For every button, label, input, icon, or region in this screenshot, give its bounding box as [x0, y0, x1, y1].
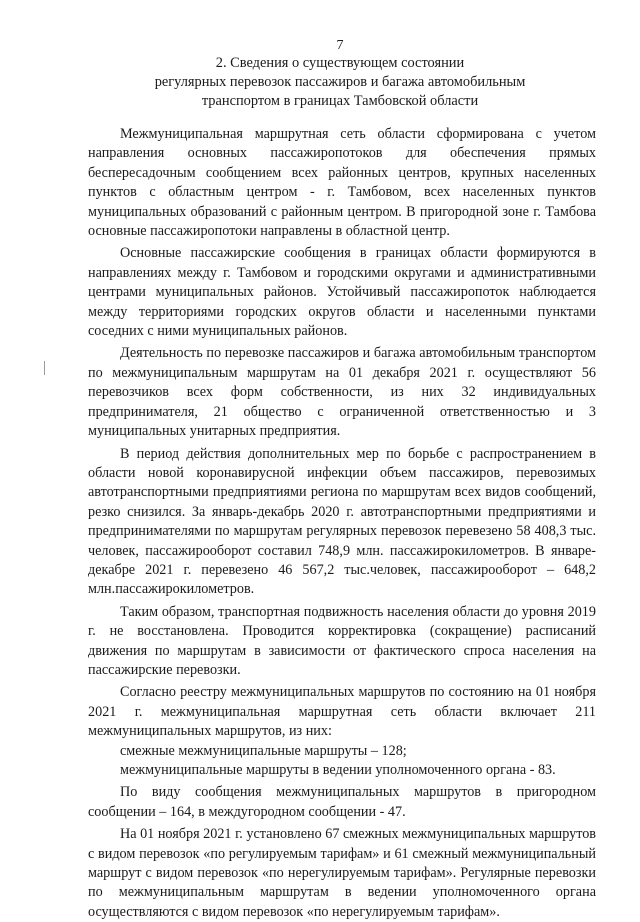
paragraph-carriers: Деятельность по перевозке пассажиров и багажа автомобильным транспортом по межмуниципальным маршрутам на 01 декабря 2021 г. осуществляют 56 перевозчиков всех форм собственности, из них 32 индивидуальных предпринимателя, 21 общество с ограниченной ответственностью и 3 муниципальных унитарных предприятия. [88, 345, 596, 440]
heading-line-2: регулярных перевозок пассажиров и багажа автомобильным [154, 74, 526, 90]
paragraph-mobility: Таким образом, транспортная подвижность населения области до уровня 2019 г. не восстановлена. Проводится корректировка (сокращение) расписаний движения по маршрутам в зависимости от фактического спроса населения на пассажирские перевозки. [88, 603, 596, 678]
paragraph-main-connections: Основные пассажирские сообщения в границах области формируются в направлениях между г. Тамбовом и городскими округами и административными центрами муниципальных районов. Устойчивый пассажиропоток наблюдается между территориями городских округов области и населенными пунктами соседних с ними муниципальных районов. [88, 245, 596, 340]
margin-mark [44, 361, 45, 375]
page-number: 7 [336, 38, 344, 53]
paragraph-covid-period: В период действия дополнительных мер по борьбе с распространением в области новой коронавирусной инфекции объем пассажиров, перевозимых автотранспортными предприятиями региона по маршрутам всех видов сообщений, резко снизился. За январь-декабрь 2020 г. автотранспортными предприятиями и предпринимателями по маршрутам регулярных перевозок перевезено 58 408,3 тыс. человек, пассажирооборот составил 748,9 млн. пассажирокилометров. В январе-декабре 2021 г. перевезено 46 567,2 тыс.человек, пассажирооборот – 648,2 млн.пассажирокилометров. [88, 445, 596, 598]
list-item-authority-routes: межмуниципальные маршруты в ведении уполномоченного органа - 83. [120, 762, 556, 778]
section-heading [120, 54, 560, 111]
heading-line-1: 2. Сведения о существующем состоянии [215, 55, 465, 71]
paragraph-tariffs: На 01 ноября 2021 г. установлено 67 смежных межмуниципальных маршрутов с видом перевозок «по регулируемым тарифам» и 61 смежный межмуниципальный маршрут с видом перевозок «по нерегулируемым тарифам». Регулярные перевозки по межмуниципальным маршрутам в ведении уполномоченного органа осуществляются с видом перевозок «по нерегулируемым тарифам». [88, 826, 596, 920]
paragraph-registry: Согласно реестру межмуниципальных маршрутов по состоянию на 01 ноября 2021 г. межмуниципальная маршрутная сеть области включает 211 межмуниципальных маршрутов, из них: [88, 684, 596, 740]
list-item-adjacent-routes: смежные межмуниципальные маршруты – 128; [120, 742, 407, 759]
heading-line-3: транспортом в границах Тамбовской области [201, 93, 479, 109]
body-text [88, 125, 596, 922]
paragraph-network: Межмуниципальная маршрутная сеть области сформирована с учетом направления основных пассажиропотоков для обеспечения прямых беспересадочным сообщением всех районных центров, крупных населенных пунктов с областным центром - г. Тамбовом, всех населенных пунктов муниципальных образований с районным центром. В пригородной зоне г. Тамбова основные пассажиропотоки направлены в областной центр. [88, 126, 596, 240]
paragraph-connection-type: По виду сообщения межмуниципальных маршрутов в пригородном сообщении – 164, в междугородном сообщении - 47. [88, 784, 596, 820]
